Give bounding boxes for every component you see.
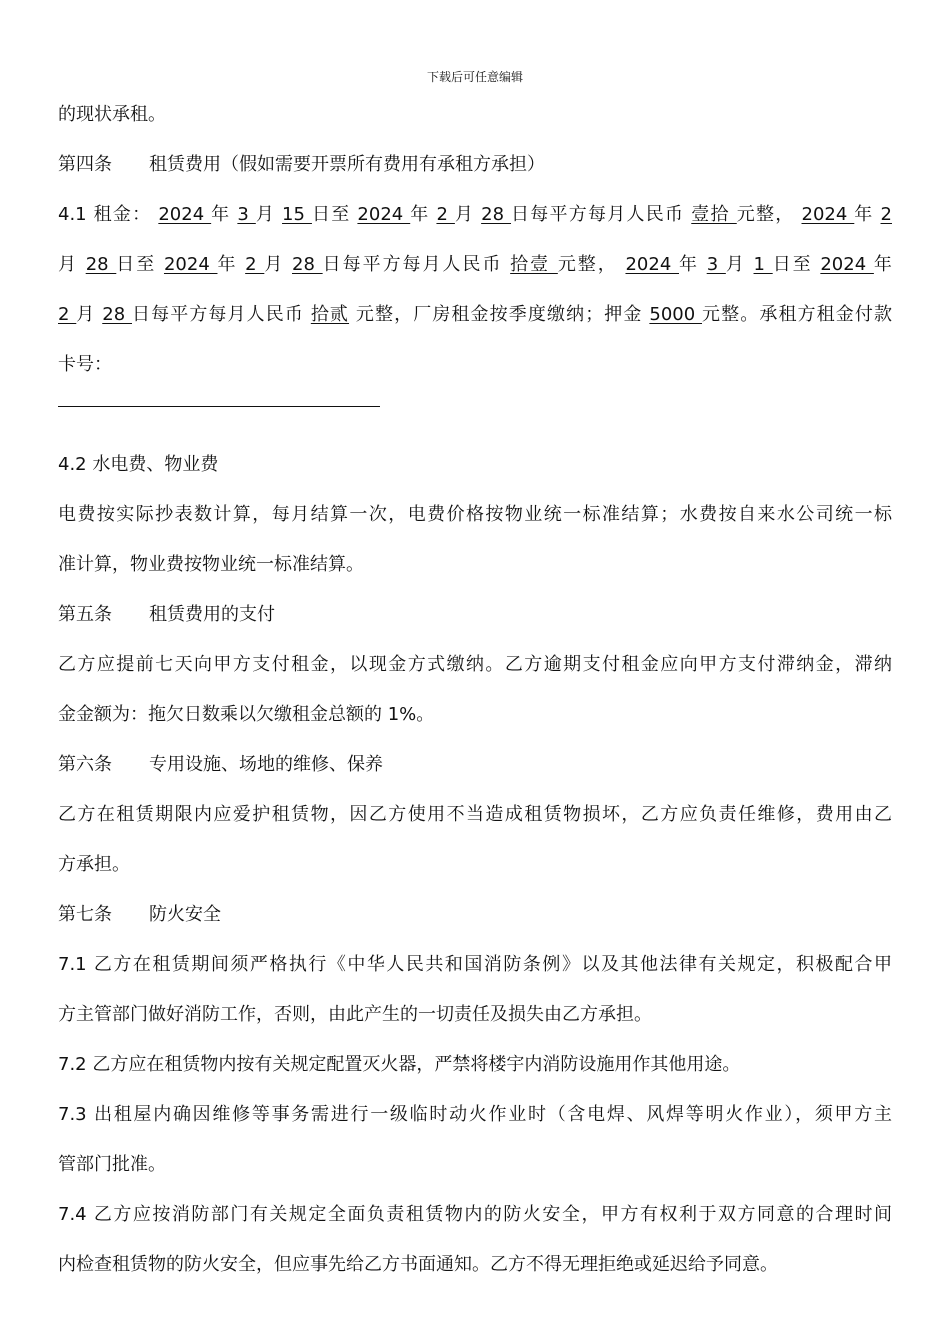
filled-blank: 2024 [357, 204, 411, 225]
text-segment: 元整， [557, 254, 618, 275]
filled-blank: 28 [481, 204, 512, 225]
paragraph-line: 方主管部门做好消防工作，否则，由此产生的一切责任及损失由乙方承担。 [58, 1004, 652, 1025]
section-title: 专用设施、场地的维修、保养 [149, 754, 383, 775]
filled-blank: 2024 [158, 204, 212, 225]
text-segment: 日至 [116, 254, 164, 275]
filled-blank: 2024 [820, 254, 874, 275]
section-number: 第五条 [58, 604, 112, 625]
rent-line-3 [58, 290, 892, 340]
text-segment: 年 [873, 254, 892, 275]
text-segment: 4.1 租金： [58, 204, 152, 225]
paragraph-line: 7.4 乙方应按消防部门有关规定全面负责租赁物内的防火安全，甲方有权利于双方同意的合理时间 [58, 1204, 892, 1225]
text-segment: 年 [410, 204, 437, 225]
filled-blank: 2024 [801, 204, 855, 225]
text-segment: 日每平方每月人民币 [511, 204, 692, 225]
filled-blank: 2 [58, 304, 77, 325]
section-heading-7 [58, 890, 892, 940]
section-heading-4 [58, 140, 892, 190]
section-title: 租赁费用（假如需要开票所有费用有承租方承担） [149, 154, 545, 175]
paragraph-line: 乙方应提前七天向甲方支付租金，以现金方式缴纳。乙方逾期支付租金应向甲方支付滞纳金，滞纳 [58, 654, 892, 675]
filled-blank: 28 [102, 304, 132, 325]
section-heading-5 [58, 590, 892, 640]
paragraph-line: 内检查租赁物的防火安全，但应事先给乙方书面通知。乙方不得无理拒绝或延迟给予同意。 [58, 1254, 778, 1275]
subsection-heading: 4.2 水电费、物业费 [58, 454, 219, 475]
paragraph-line: 电费按实际抄表数计算，每月结算一次，电费价格按物业统一标准结算；水费按自来水公司统一标 [58, 504, 892, 525]
paragraph-line: 7.3 出租屋内确因维修等事务需进行一级临时动火作业时（含电焊、风焊等明火作业），须甲方主 [58, 1104, 892, 1125]
paragraph-line: 方承担。 [58, 854, 130, 875]
paragraph-line: 7.2 乙方应在租赁物内按有关规定配置灭火器，严禁将楼宇内消防设施用作其他用途。 [58, 1054, 741, 1075]
section-title: 租赁费用的支付 [149, 604, 275, 625]
filled-blank: 2 [880, 204, 892, 225]
text-line: 的现状承租。 [58, 104, 166, 125]
text-segment: 日至 [311, 204, 358, 225]
text-segment: 月 [725, 254, 754, 275]
card-number-blank [58, 406, 380, 407]
filled-blank: 2 [245, 254, 265, 275]
text-segment: 年 [679, 254, 707, 275]
paragraph-line: 金金额为：拖欠日数乘以欠缴租金总额的 1%。 [58, 704, 435, 725]
text-segment: 月 [454, 204, 482, 225]
paragraph-line: 管部门批准。 [58, 1154, 166, 1175]
text-segment: 元整， [736, 204, 795, 225]
filled-blank: 28 [85, 254, 117, 275]
blank-line-spacer [58, 390, 892, 440]
section-title: 防火安全 [149, 904, 221, 925]
text-segment: 月 [255, 204, 283, 225]
section-number: 第七条 [58, 904, 112, 925]
section-number: 第六条 [58, 754, 112, 775]
filled-blank: 拾贰 [310, 304, 350, 325]
filled-blank: 壹拾 [691, 204, 737, 225]
filled-blank: 5000 [649, 304, 703, 325]
section-heading-6 [58, 740, 892, 790]
text-segment: 日每平方每月人民币 [322, 254, 511, 275]
text-segment: 日每平方每月人民币 [132, 304, 311, 325]
text-segment: 月 [58, 254, 86, 275]
contract-body [58, 90, 892, 1290]
rent-line-1 [58, 190, 892, 240]
paragraph-line: 7.1 乙方在租赁期间须严格执行《中华人民共和国消防条例》以及其他法律有关规定，积极配合甲 [58, 954, 892, 975]
section-number: 第四条 [58, 154, 112, 175]
paragraph-line: 乙方在租赁期限内应爱护租赁物，因乙方使用不当造成租赁物损坏，乙方应负责任维修，费用由乙 [58, 804, 892, 825]
filled-blank: 28 [292, 254, 323, 275]
text-segment: 年 [211, 204, 238, 225]
text-segment: 日至 [772, 254, 821, 275]
filled-blank: 3 [237, 204, 256, 225]
text-segment: 年 [217, 254, 246, 275]
paragraph-line: 准计算，物业费按物业统一标准结算。 [58, 554, 364, 575]
filled-blank: 拾壹 [510, 254, 558, 275]
filled-blank: 2024 [163, 254, 218, 275]
filled-blank: 2024 [625, 254, 679, 275]
filled-blank: 15 [282, 204, 312, 225]
filled-blank: 3 [706, 254, 726, 275]
text-segment: 月 [76, 304, 103, 325]
page-header-note: 下载后可任意编辑 [426, 70, 523, 84]
text-segment: 元整。承租方租金付款 [702, 304, 892, 325]
text-segment: 元整，厂房租金按季度缴纳；押金 [355, 304, 650, 325]
text-segment: 年 [854, 204, 881, 225]
filled-blank: 1 [753, 254, 773, 275]
card-number-label: 卡号： [58, 354, 112, 375]
text-segment: 月 [264, 254, 293, 275]
rent-line-2 [58, 240, 892, 290]
filled-blank: 2 [436, 204, 455, 225]
